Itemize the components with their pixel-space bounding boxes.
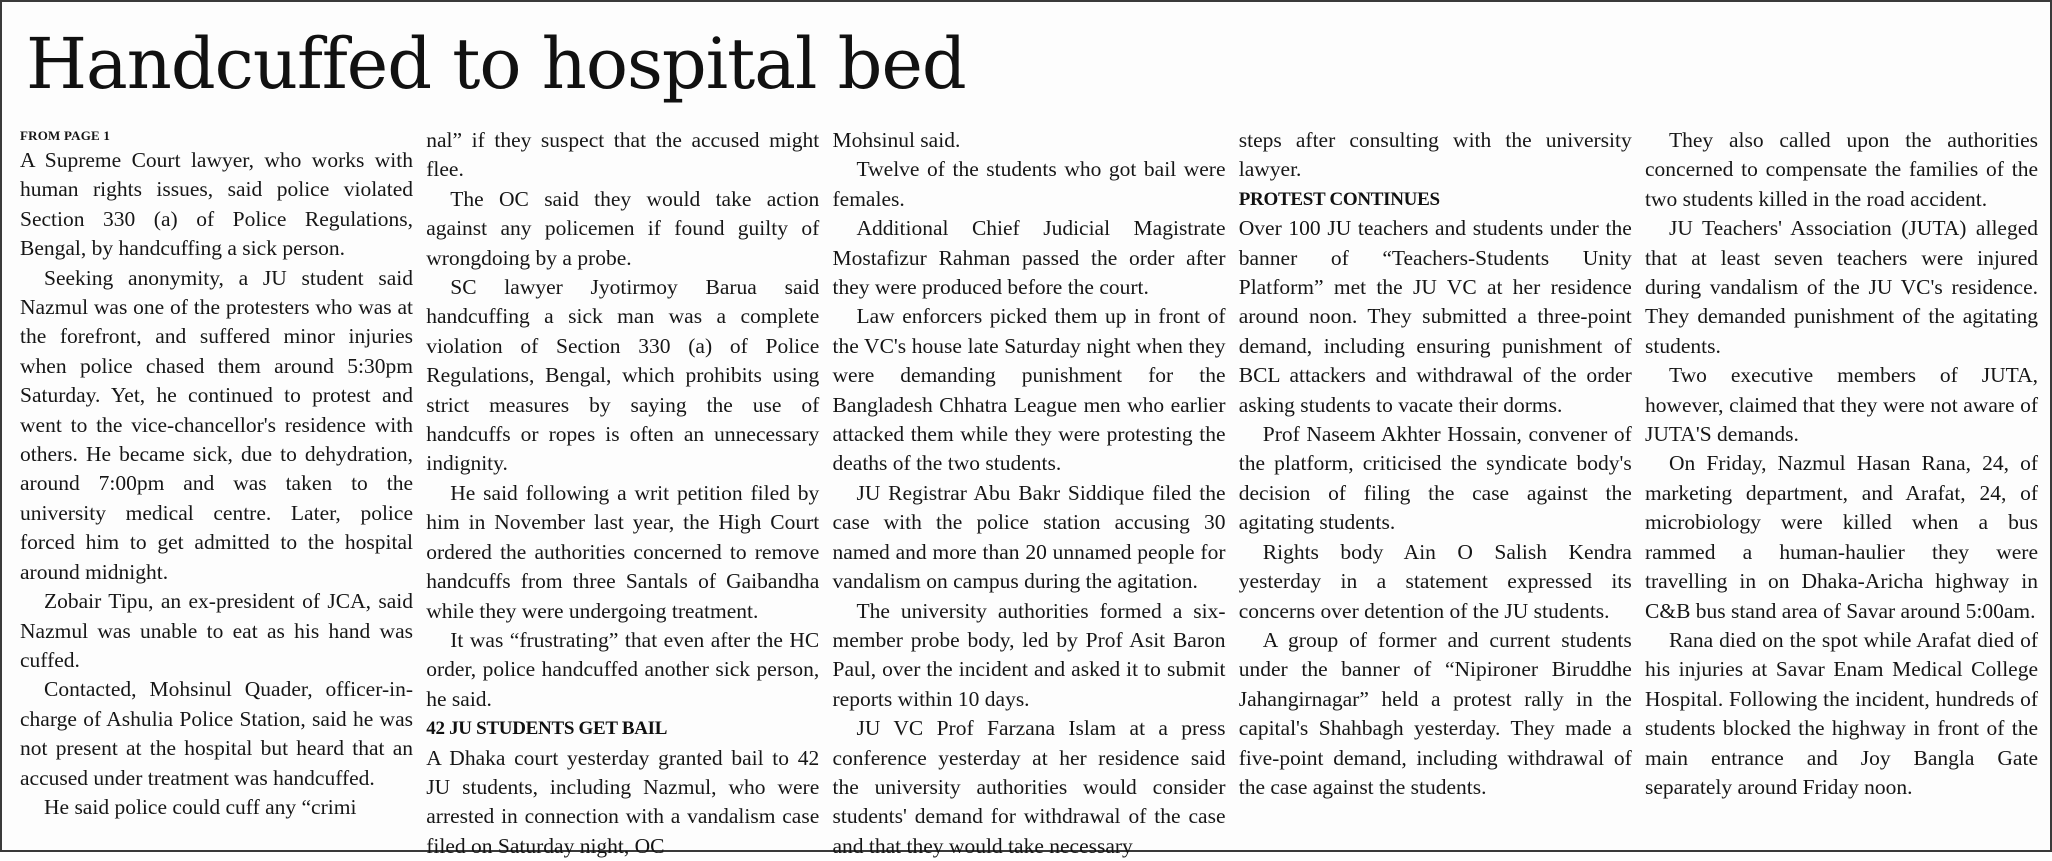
paragraph: A Dhaka court yesterday granted bail to 42 JU students, including Nazmul, who were arrested in connection with a vandalism case filed on Saturday night, OC bbox=[426, 745, 820, 858]
column-3 bbox=[832, 126, 1226, 858]
paragraph: Mohsinul said. bbox=[832, 128, 961, 152]
paragraph: He said following a writ petition filed by him in November last year, the High Court ordered the authorities concerned to remove handcuffs from three Santals of Gaibandha while they were undergoing treatment. bbox=[426, 480, 820, 623]
paragraph: Seeking anonymity, a JU student said Nazmul was one of the protesters who was at the forefront, and suffered minor injuries when police chased them around 5:30pm Saturday. Yet, he continued to protest and went to the vice-chancellor's residence with others. He became sick, due to dehydration, around 7:00pm and was taken to the university medical centre. Later, police forced him to get admitted to the hospital around midnight. bbox=[20, 265, 413, 584]
from-page-kicker: FROM PAGE 1 bbox=[20, 128, 111, 143]
paragraph: Rights body Ain O Salish Kendra yesterday in a statement expressed its concerns over detention of the JU students. bbox=[1238, 539, 1632, 623]
paragraph: Prof Naseem Akhter Hossain, convener of the platform, criticised the syndicate body's decision of filing the case against the agitating students. bbox=[1238, 422, 1632, 535]
paragraph: It was “frustrating” that even after the HC order, police handcuffed another sick person, he said. bbox=[426, 627, 820, 711]
paragraph: JU Teachers' Association (JUTA) alleged that at least seven teachers were injured during vandalism of the JU VC's residence. They demanded punishment of the agitating students. bbox=[1645, 216, 2038, 358]
paragraph: The university authorities formed a six-member probe body, led by Prof Asit Baron Paul, over the incident and asked it to submit reports within 10 days. bbox=[832, 598, 1226, 711]
subhead-protest: PROTEST CONTINUES bbox=[1238, 188, 1440, 210]
subhead-bail: 42 JU STUDENTS GET BAIL bbox=[426, 718, 668, 740]
paragraph: They also called upon the authorities concerned to compensate the families of the two students killed in the road accident. bbox=[1645, 128, 2038, 211]
column-2 bbox=[426, 126, 820, 858]
paragraph: Twelve of the students who got bail were females. bbox=[832, 157, 1226, 211]
paragraph: Over 100 JU teachers and students under the banner of “Teachers-Students Unity Platform” met the JU VC at her residence around noon. They submitted a three-point demand, including ensuring punishment of BCL attackers and withdrawal of the order asking students to vacate their dorms. bbox=[1238, 216, 1632, 417]
column-5 bbox=[1645, 126, 2038, 844]
paragraph: A group of former and current students under the banner of “Nipironer Biruddhe Jahangirnagar” held a protest rally in the capital's Shahbagh yesterday. They made a five-point demand, including withdrawal of the case against the students. bbox=[1238, 627, 1632, 799]
paragraph: Rana died on the spot while Arafat died of his injuries at Savar Enam Medical College Hospital. Following the incident, hundreds of students blocked the highway in front of the main entrance and Joy Bangla Gate separately around Friday noon. bbox=[1645, 627, 2038, 799]
paragraph: JU Registrar Abu Bakr Siddique filed the case with the police station accusing 30 named and more than 20 unnamed people for vandalism on campus during the agitation. bbox=[832, 480, 1226, 594]
paragraph: The OC said they would take action against any policemen if found guilty of wrongdoing by a probe. bbox=[426, 186, 820, 270]
paragraph: Zobair Tipu, an ex-president of JCA, said Nazmul was unable to eat as his hand was cuffed. bbox=[20, 589, 413, 672]
paragraph: SC lawyer Jyotirmoy Barua said handcuffing a sick man was a complete violation of Section 330 (a) of Police Regulations, Bengal, which prohibits using strict measures by saying the use of handcuffs or ropes is often an unnecessary indignity. bbox=[426, 275, 820, 476]
paragraph: Contacted, Mohsinul Quader, officer-in-charge of Ashulia Police Station, said he was not present at the hospital but heard that an accused under treatment was handcuffed. bbox=[20, 677, 413, 790]
headline: Handcuffed to hospital bed bbox=[26, 23, 966, 105]
paragraph: A Supreme Court lawyer, who works with human rights issues, said police violated Section 330 (a) of Police Regulations, Bengal, by handcuffing a sick person. bbox=[20, 148, 413, 261]
paragraph: Two executive members of JUTA, however, claimed that they were not aware of JUTA'S demands. bbox=[1645, 363, 2038, 447]
paragraph: JU VC Prof Farzana Islam at a press conference yesterday at her residence said the university authorities would consider students' demand for withdrawal of the case and that they would take necessary bbox=[832, 716, 1226, 858]
paragraph: On Friday, Nazmul Hasan Rana, 24, of marketing department, and Arafat, 24, of microbiology were killed when a bus rammed a human-haulier they were travelling in on Dhaka-Aricha highway in C&B bus stand area of Savar around 5:00am. bbox=[1645, 451, 2038, 623]
paragraph: Additional Chief Judicial Magistrate Mostafizur Rahman passed the order after they were produced before the court. bbox=[832, 216, 1226, 300]
paragraph: Law enforcers picked them up in front of the VC's house late Saturday night when they were demanding punishment for the Bangladesh Chhatra League men who earlier attacked them while they were protesting the deaths of the two students. bbox=[832, 304, 1226, 476]
article-columns bbox=[20, 126, 2038, 858]
column-4 bbox=[1239, 126, 1632, 844]
paragraph: steps after consulting with the university lawyer. bbox=[1238, 128, 1632, 182]
column-1 bbox=[20, 126, 413, 844]
paragraph: nal” if they suspect that the accused might flee. bbox=[426, 128, 820, 182]
paragraph: He said police could cuff any “crimi bbox=[44, 794, 357, 819]
